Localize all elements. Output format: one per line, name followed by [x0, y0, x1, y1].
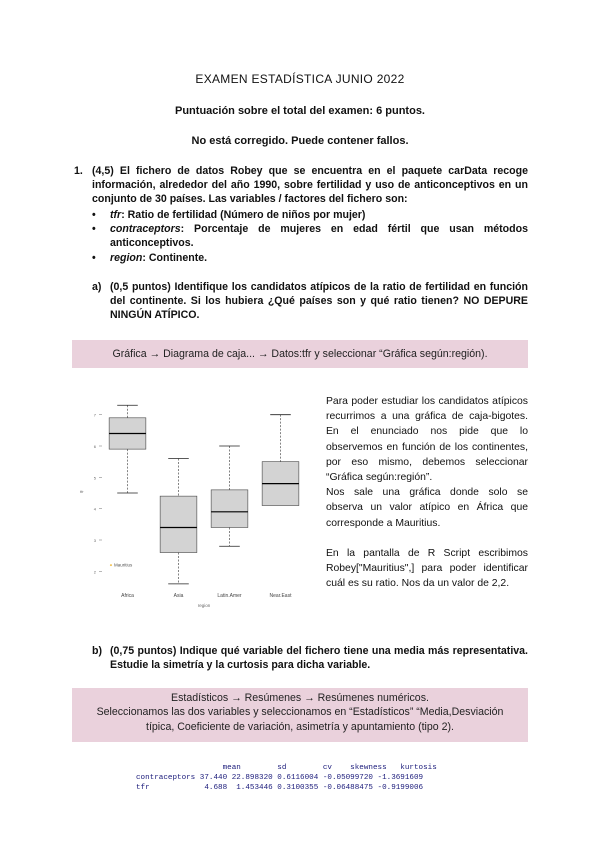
list-item: [92, 222, 528, 250]
instruction-a-text: Gráfica → Diagrama de caja... → Datos:tfr y seleccionar “Gráfica según:región).: [112, 348, 488, 360]
part-b-label: b): [92, 645, 102, 657]
question-1-text: (4,5) El fichero de datos Robey que se encuentra en el paquete carData recoge información, alrededor del año 1990, sobre fertilidad y uso de anticonceptivos en un conjunto de 30 países. Las variables / factores del fichero son:: [92, 165, 528, 206]
part-b-text: (0,75 puntos) Indique qué variable del fichero tiene una media más representativa. Estudie la simetría y la curtosis para dicha variable.: [110, 645, 528, 672]
y-tick-label: 6: [93, 444, 96, 449]
bullet-icon: •: [92, 223, 96, 236]
disclaimer: No está corregido. Puede contener fallos.: [191, 135, 409, 147]
x-tick-label: Asia: [173, 593, 184, 599]
variable-desc: : Continente.: [142, 251, 208, 264]
answer-paragraph-3: En la pantalla de R Script escribimos Robey["Mauritius",] para poder identificar cuál es su ratio. Nos da un valor de 2,2.: [326, 547, 528, 590]
stats-header: mean sd cv skewness kurtosis: [136, 764, 437, 772]
variable-desc: : Porcentaje de mujeres en edad fértil que usan métodos anticonceptivos.: [110, 223, 528, 250]
y-tick-label: 2: [93, 569, 96, 575]
part-a-question: [92, 280, 528, 323]
stats-row-contraceptors: contraceptors 37.440 22.898320 0.6116004 -0.05099720 -1.3691609: [136, 774, 424, 782]
y-tick-label: 7: [93, 412, 96, 418]
instruction-b-line-2: Seleccionamos las dos variables y seleccionamos en “Estadísticos” “Media,Desviación típica, Coeficiente de variación, asimetría y apuntamiento (tipo 2).: [96, 706, 504, 733]
score-line: Puntuación sobre el total del examen: 6 puntos.: [175, 105, 425, 117]
bullet-icon: •: [92, 251, 96, 264]
part-b-question: [92, 644, 528, 672]
instruction-box-a: [72, 340, 528, 368]
variable-name: contraceptors: [110, 223, 181, 236]
answer-paragraph-2: Nos sale una gráfica donde solo se observa un valor atípico en África que corresponde a Mauritius.: [326, 487, 528, 529]
box: [211, 490, 248, 528]
y-tick-label: 3: [93, 538, 96, 543]
variable-name: tfr: [110, 209, 122, 221]
instruction-b-line-1: Estadísticos → Resúmenes → Resúmenes numéricos.: [171, 692, 429, 704]
question-number: 1.: [74, 165, 83, 177]
list-item: [92, 208, 528, 222]
variable-desc: : Ratio de fertilidad (Número de niños por mujer): [121, 209, 366, 221]
exam-title: EXAMEN ESTADÍSTICA JUNIO 2022: [195, 72, 405, 86]
instruction-box-b: [72, 688, 528, 742]
outlier-label: Mauritius: [113, 562, 133, 568]
y-tick-label: 5: [93, 475, 96, 481]
answer-paragraph-1: Para poder estudiar los candidatos atípicos recurrimos a una gráfica de caja-bigotes. En el enunciado nos pide que lo observemos en función de los continentes, por eso mismo, debemos seleccionar “Gráfica según:región”.: [326, 396, 528, 484]
x-tick-label: Near.East: [269, 593, 292, 599]
part-a-answer: [326, 394, 528, 591]
y-tick-label: 4: [93, 506, 96, 512]
x-axis-label: region: [197, 603, 211, 608]
list-item: [92, 251, 528, 265]
stats-row-tfr: tfr 4.688 1.453446 0.3100355 -0.06488475 -0.9199006: [136, 784, 424, 792]
part-a-text: (0,5 puntos) Identifique los candidatos atípicos de la ratio de fertilidad en función del continente. Si los hubiera ¿Qué países son y qué ratio tienen? NO DEPURE NINGÚN ATÍPICO.: [110, 281, 528, 322]
bullet-icon: •: [92, 209, 96, 221]
outlier-point: [110, 564, 112, 566]
y-axis-label: tfr: [80, 489, 84, 494]
box: [160, 496, 197, 552]
variable-list: [92, 208, 528, 265]
stats-output: [136, 763, 437, 793]
boxplot-chart: [80, 395, 316, 613]
x-tick-label: Latin.Amer: [217, 593, 242, 599]
variable-name: region: [110, 251, 143, 264]
question-1: [74, 164, 528, 207]
x-tick-label: Africa: [121, 593, 134, 599]
part-a-label: a): [92, 281, 102, 293]
